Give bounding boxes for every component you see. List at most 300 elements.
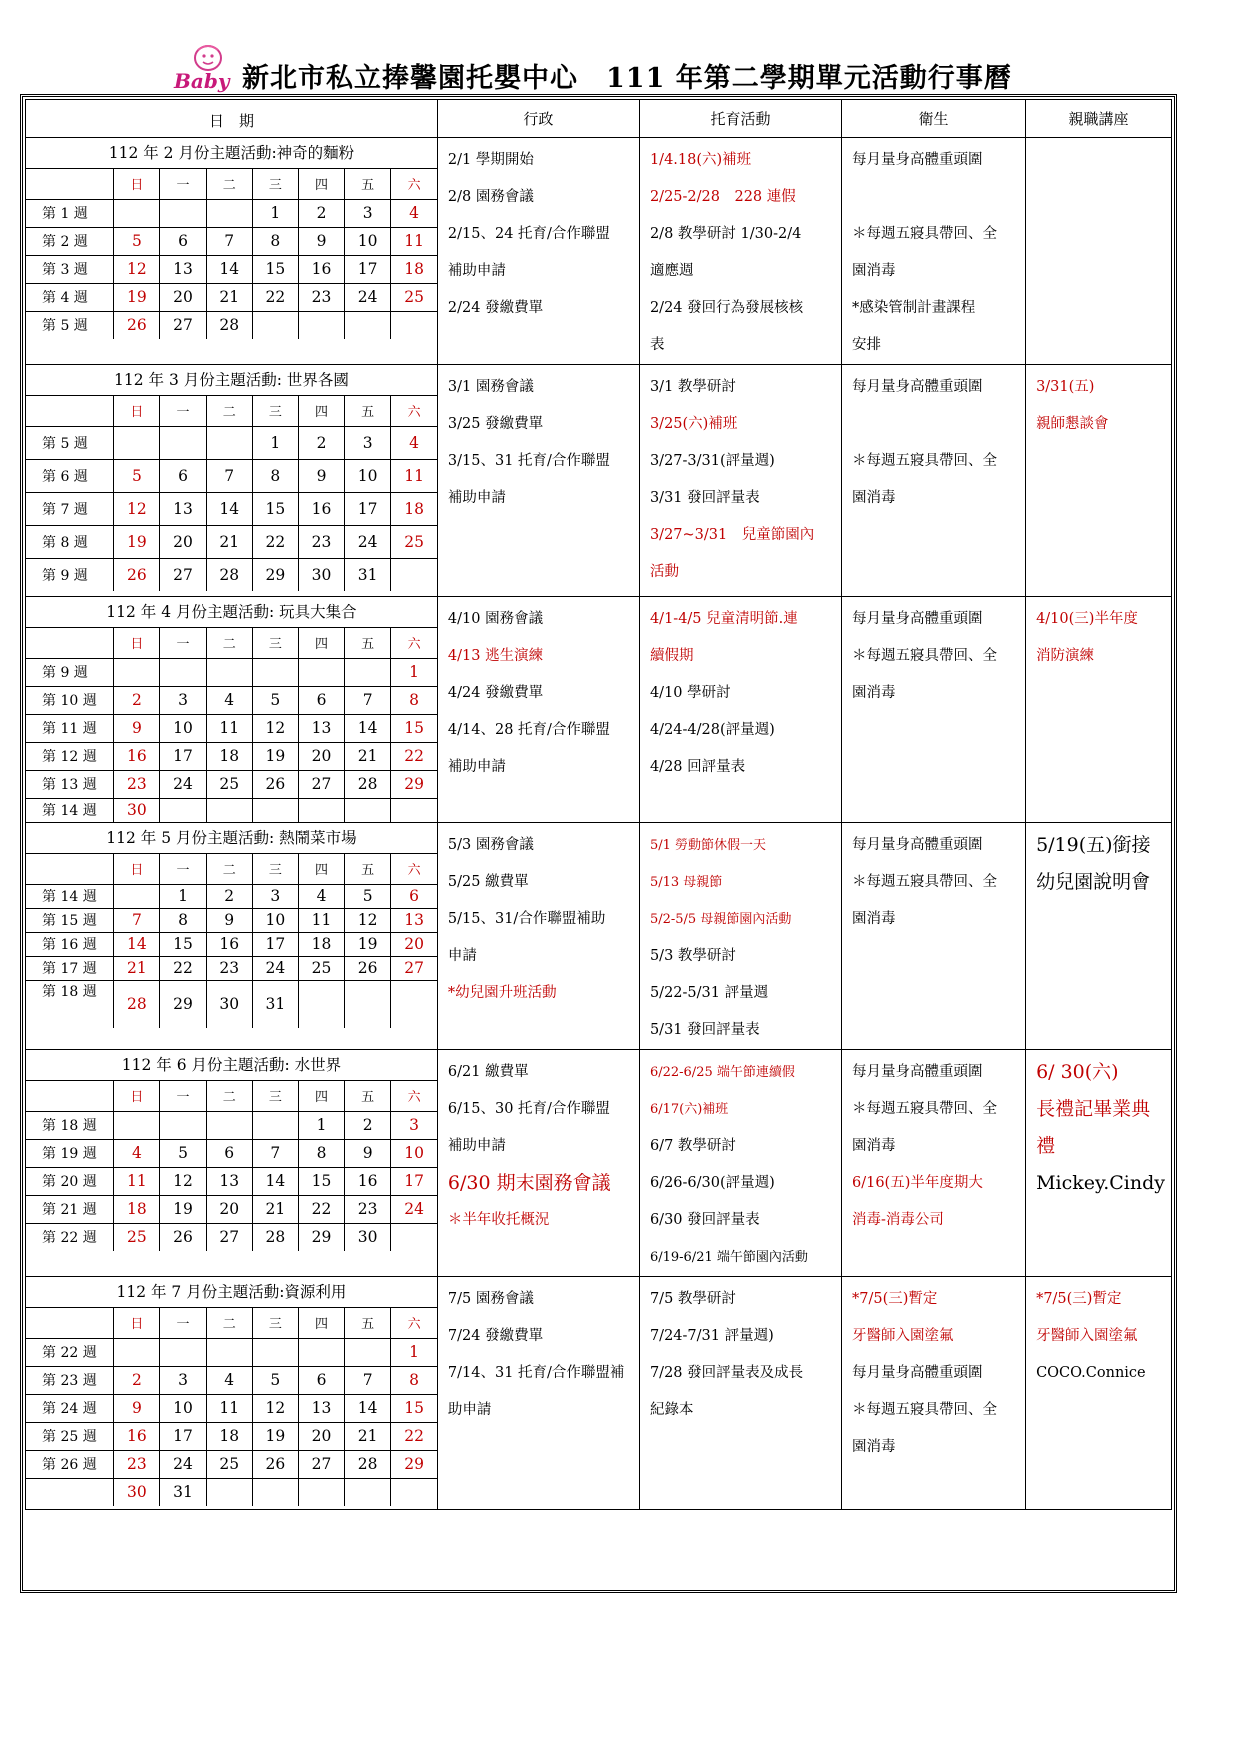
- day-cell: 2: [345, 1111, 391, 1139]
- day-cell: 12: [114, 492, 160, 525]
- weekday-label: 三: [252, 1081, 298, 1111]
- week-row: [26, 1478, 437, 1506]
- week-row: [26, 1338, 437, 1366]
- event-line: 6/30 期末園務會議: [447, 1172, 611, 1194]
- weekday-label: 五: [345, 628, 391, 658]
- week-number: 第 19 週: [26, 1139, 114, 1167]
- day-cell: 17: [252, 932, 298, 956]
- header-date: 日 期: [26, 100, 438, 138]
- day-cell: 14: [206, 255, 252, 283]
- event-line: 每月量身高體重頭圍: [851, 1064, 983, 1080]
- header-care: 托育活動: [639, 100, 841, 138]
- week-number: 第 17 週: [26, 956, 114, 980]
- week-row: [26, 658, 437, 686]
- event-line: 補助申請: [447, 759, 506, 775]
- day-cell: 14: [114, 932, 160, 956]
- day-cell: 26: [345, 956, 391, 980]
- weekday-label: 三: [252, 1308, 298, 1338]
- day-cell: [160, 1338, 206, 1366]
- week-number: 第 22 週: [26, 1338, 114, 1366]
- day-cell: 22: [160, 956, 206, 980]
- day-cell: 18: [206, 742, 252, 770]
- event-line: ＊每週五寢具帶回、全: [851, 1402, 997, 1418]
- day-cell: 23: [114, 1450, 160, 1478]
- day-cell: [160, 1111, 206, 1139]
- week-row: [26, 459, 437, 492]
- parent-lectures: [1026, 597, 1172, 823]
- day-cell: 16: [114, 1422, 160, 1450]
- event-line: 園消毒: [851, 263, 896, 279]
- day-cell: 5: [345, 884, 391, 908]
- event-line: 申請: [447, 948, 477, 964]
- month-row: [26, 365, 1172, 597]
- event-line: 每月量身高體重頭圍: [851, 1365, 983, 1381]
- day-cell: [114, 199, 160, 227]
- day-cell: [345, 1478, 391, 1506]
- day-cell: 21: [252, 1195, 298, 1223]
- week-row: [26, 227, 437, 255]
- admin-events: [437, 597, 639, 823]
- day-cell: 5: [252, 1366, 298, 1394]
- week-row: [26, 1139, 437, 1167]
- day-cell: 2: [298, 199, 344, 227]
- day-cell: 11: [298, 908, 344, 932]
- day-cell: 15: [252, 255, 298, 283]
- day-cell: 14: [206, 492, 252, 525]
- month-row: [26, 1050, 1172, 1277]
- event-line: 3/27-3/31(評量週): [649, 453, 775, 469]
- day-cell: 24: [160, 1450, 206, 1478]
- event-line: ＊每週五寢具帶回、全: [851, 648, 997, 664]
- day-cell: 22: [391, 742, 437, 770]
- week-row: [26, 1422, 437, 1450]
- day-cell: 27: [160, 558, 206, 591]
- event-line: 7/14、31 托育/合作聯盟補: [447, 1365, 625, 1381]
- day-cell: [391, 558, 437, 591]
- week-number: 第 23 週: [26, 1366, 114, 1394]
- day-cell: 23: [206, 956, 252, 980]
- day-cell: 12: [160, 1167, 206, 1195]
- day-cell: [252, 1111, 298, 1139]
- weekday-label: 一: [160, 1081, 206, 1111]
- month-row: [26, 138, 1172, 365]
- week-label-header: [26, 1308, 114, 1338]
- day-cell: [345, 980, 391, 1028]
- week-number: 第 24 週: [26, 1394, 114, 1422]
- day-cell: 24: [345, 525, 391, 558]
- event-line: 4/24 發繳費單: [447, 685, 544, 701]
- week-row: [26, 884, 437, 908]
- event-line: 6/26-6/30(評量週): [649, 1175, 775, 1191]
- day-cell: 7: [345, 686, 391, 714]
- day-cell: [206, 798, 252, 822]
- day-cell: 8: [391, 686, 437, 714]
- day-cell: 27: [206, 1223, 252, 1251]
- day-cell: [206, 426, 252, 459]
- week-row: [26, 1195, 437, 1223]
- day-cell: 27: [160, 311, 206, 339]
- day-cell: 16: [206, 932, 252, 956]
- day-cell: 6: [391, 884, 437, 908]
- week-row: [26, 558, 437, 591]
- week-label-header: [26, 1081, 114, 1111]
- week-row: [26, 742, 437, 770]
- day-cell: 21: [206, 283, 252, 311]
- event-line: 6/19-6/21 端午節園內活動: [649, 1250, 808, 1265]
- event-line: 2/1 學期開始: [447, 152, 534, 168]
- care-activities-list: [640, 823, 841, 1049]
- day-cell: 18: [391, 255, 437, 283]
- event-line: 牙醫師入園塗氟: [1036, 1328, 1138, 1344]
- day-cell: 28: [114, 980, 160, 1028]
- day-cell: 10: [345, 459, 391, 492]
- event-line: 6/16(五)半年度期大: [851, 1175, 983, 1191]
- week-row: [26, 1167, 437, 1195]
- day-cell: 17: [160, 1422, 206, 1450]
- care-activities-list: [640, 1050, 841, 1276]
- week-number: 第 5 週: [26, 426, 114, 459]
- care-activities-list: [640, 597, 841, 786]
- week-number: 第 14 週: [26, 884, 114, 908]
- day-cell: 17: [391, 1167, 437, 1195]
- day-cell: 19: [114, 283, 160, 311]
- day-cell: 13: [298, 1394, 344, 1422]
- health-events: [841, 365, 1025, 597]
- day-cell: [252, 311, 298, 339]
- week-number: 第 9 週: [26, 558, 114, 591]
- day-cell: 22: [298, 1195, 344, 1223]
- weekday-label: 一: [160, 396, 206, 426]
- month-theme-title: 112 年 5 月份主題活動: 熱鬧菜市場: [26, 823, 437, 854]
- health-events: [841, 823, 1025, 1050]
- month-calendar: [26, 823, 438, 1050]
- day-cell: 1: [391, 658, 437, 686]
- week-row: [26, 1450, 437, 1478]
- day-cell: 16: [114, 742, 160, 770]
- event-line: [852, 179, 1015, 216]
- week-number: 第 15 週: [26, 908, 114, 932]
- week-row: [26, 956, 437, 980]
- day-cell: 3: [160, 686, 206, 714]
- event-line: 4/14、28 托育/合作聯盟: [447, 722, 610, 738]
- day-cell: 15: [252, 492, 298, 525]
- day-cell: 14: [345, 1394, 391, 1422]
- health-events: [841, 597, 1025, 823]
- week-number: 第 18 週: [26, 1111, 114, 1139]
- day-cell: 5: [252, 686, 298, 714]
- month-row: [26, 1277, 1172, 1510]
- day-cell: 25: [114, 1223, 160, 1251]
- day-cell: 20: [160, 283, 206, 311]
- week-number: 第 16 週: [26, 932, 114, 956]
- event-line: 3/31 發回評量表: [649, 490, 760, 506]
- weekday-label: 日: [114, 1081, 160, 1111]
- parent-lectures-list: [1026, 1277, 1171, 1392]
- day-cell: 10: [160, 714, 206, 742]
- weekday-label: 一: [160, 628, 206, 658]
- weekday-label: 三: [252, 396, 298, 426]
- day-cell: [298, 798, 344, 822]
- day-cell: 11: [206, 1394, 252, 1422]
- admin-events: [437, 1277, 639, 1510]
- event-line: 2/24 發回行為發展核核: [649, 300, 804, 316]
- day-cell: 6: [160, 459, 206, 492]
- health-events-list: [842, 823, 1025, 938]
- day-cell: 16: [298, 255, 344, 283]
- day-cell: [345, 311, 391, 339]
- event-line: 5/22-5/31 評量週: [649, 985, 769, 1001]
- care-activities-list: [640, 1277, 841, 1429]
- day-cell: [391, 798, 437, 822]
- month-row: [26, 823, 1172, 1050]
- event-line: 3/25 發繳費單: [447, 416, 544, 432]
- day-cell: 20: [160, 525, 206, 558]
- day-cell: 6: [298, 1366, 344, 1394]
- header-row: [26, 100, 1172, 138]
- parent-lectures: [1026, 138, 1172, 365]
- day-cell: [114, 426, 160, 459]
- parent-lectures-list: [1026, 597, 1171, 675]
- baby-logo: [170, 44, 234, 94]
- event-line: [852, 406, 1015, 443]
- day-cell: 22: [252, 283, 298, 311]
- day-cell: 9: [345, 1139, 391, 1167]
- day-cell: [298, 1338, 344, 1366]
- event-line: 紀錄本: [649, 1402, 694, 1418]
- day-cell: 16: [345, 1167, 391, 1195]
- event-line: ＊每週五寢具帶回、全: [851, 453, 997, 469]
- day-cell: 28: [345, 770, 391, 798]
- week-row: [26, 932, 437, 956]
- day-cell: 28: [345, 1450, 391, 1478]
- health-events: [841, 1277, 1025, 1510]
- event-line: 1/4.18(六)補班: [649, 152, 752, 168]
- mini-calendar: [26, 396, 437, 591]
- admin-events: [437, 1050, 639, 1277]
- event-line: 2/24 發繳費單: [447, 300, 544, 316]
- weekday-label: 六: [391, 854, 437, 884]
- day-cell: 5: [114, 227, 160, 255]
- day-cell: 17: [345, 255, 391, 283]
- day-cell: 19: [114, 525, 160, 558]
- week-number: 第 8 週: [26, 525, 114, 558]
- day-cell: [114, 658, 160, 686]
- event-line: 6/30 發回評量表: [649, 1212, 760, 1228]
- day-cell: 6: [298, 686, 344, 714]
- day-cell: 8: [298, 1139, 344, 1167]
- event-line: 5/13 母親節: [649, 875, 723, 890]
- day-cell: 31: [345, 558, 391, 591]
- day-cell: 18: [298, 932, 344, 956]
- weekday-label: 二: [206, 628, 252, 658]
- weekday-label: 六: [391, 628, 437, 658]
- day-cell: [345, 658, 391, 686]
- day-cell: 13: [160, 255, 206, 283]
- week-number: 第 26 週: [26, 1450, 114, 1478]
- day-cell: 19: [252, 1422, 298, 1450]
- weekday-label: 二: [206, 854, 252, 884]
- day-cell: [206, 1478, 252, 1506]
- day-cell: 17: [345, 492, 391, 525]
- health-events-list: [842, 1050, 1025, 1239]
- weekday-label: 四: [298, 169, 344, 199]
- day-cell: 22: [252, 525, 298, 558]
- weekday-label: 五: [345, 1308, 391, 1338]
- day-cell: 28: [252, 1223, 298, 1251]
- day-cell: 15: [298, 1167, 344, 1195]
- care-activities: [639, 1050, 841, 1277]
- weekday-label: 五: [345, 1081, 391, 1111]
- day-cell: 29: [391, 770, 437, 798]
- day-cell: 9: [298, 459, 344, 492]
- event-line: 表: [649, 337, 665, 353]
- day-cell: 30: [114, 798, 160, 822]
- day-cell: 11: [114, 1167, 160, 1195]
- day-cell: 1: [252, 199, 298, 227]
- day-cell: 24: [345, 283, 391, 311]
- day-cell: 14: [252, 1167, 298, 1195]
- event-line: 補助申請: [447, 1138, 506, 1154]
- parent-lectures-list: [1026, 365, 1171, 443]
- event-line: 補助申請: [447, 263, 506, 279]
- day-cell: 10: [160, 1394, 206, 1422]
- day-cell: 9: [114, 714, 160, 742]
- event-line: 7/5 園務會議: [447, 1291, 534, 1307]
- day-cell: 1: [298, 1111, 344, 1139]
- day-cell: 26: [160, 1223, 206, 1251]
- health-events-list: [842, 1277, 1025, 1466]
- weekday-label: 二: [206, 1081, 252, 1111]
- admin-events-list: [438, 1050, 639, 1239]
- event-line: 消毒-消毒公司: [851, 1212, 944, 1228]
- weekday-label: 一: [160, 1308, 206, 1338]
- day-cell: 20: [391, 932, 437, 956]
- event-line: ＊每週五寢具帶回、全: [851, 874, 997, 890]
- day-cell: 27: [391, 956, 437, 980]
- week-label-header: [26, 169, 114, 199]
- day-cell: 14: [345, 714, 391, 742]
- day-cell: 18: [114, 1195, 160, 1223]
- calendar-body: [26, 138, 1172, 1510]
- day-cell: 16: [298, 492, 344, 525]
- day-cell: 28: [206, 558, 252, 591]
- day-cell: 24: [160, 770, 206, 798]
- week-number: 第 22 週: [26, 1223, 114, 1251]
- day-cell: 31: [252, 980, 298, 1028]
- event-line: 3/31(五): [1036, 379, 1095, 395]
- care-activities: [639, 597, 841, 823]
- weekday-label: 二: [206, 396, 252, 426]
- parent-lectures-list: [1026, 138, 1171, 142]
- event-line: 補助申請: [447, 490, 506, 506]
- week-number: 第 5 週: [26, 311, 114, 339]
- day-cell: [206, 199, 252, 227]
- day-cell: 21: [345, 1422, 391, 1450]
- day-cell: 7: [206, 459, 252, 492]
- day-cell: 25: [391, 283, 437, 311]
- event-line: Mickey.Cindy: [1036, 1172, 1165, 1194]
- event-line: *感染管制計畫課程: [851, 300, 976, 316]
- day-cell: 25: [391, 525, 437, 558]
- day-cell: 5: [114, 459, 160, 492]
- care-activities: [639, 138, 841, 365]
- week-row: [26, 980, 437, 1028]
- weekday-header-row: [26, 169, 437, 199]
- day-cell: 1: [391, 1338, 437, 1366]
- day-cell: 2: [114, 1366, 160, 1394]
- event-line: 4/24-4/28(評量週): [649, 722, 775, 738]
- event-line: ＊每週五寢具帶回、全: [851, 1101, 997, 1117]
- event-line: 6/15、30 托育/合作聯盟: [447, 1101, 610, 1117]
- week-row: [26, 311, 437, 339]
- care-activities: [639, 365, 841, 597]
- event-line: *7/5(三)暫定: [851, 1291, 938, 1307]
- day-cell: 10: [391, 1139, 437, 1167]
- day-cell: 23: [298, 283, 344, 311]
- week-row: [26, 492, 437, 525]
- day-cell: 1: [160, 884, 206, 908]
- day-cell: 9: [206, 908, 252, 932]
- event-line: 續假期: [649, 648, 694, 664]
- week-row: [26, 255, 437, 283]
- day-cell: [160, 199, 206, 227]
- event-line: 每月量身高體重頭圍: [851, 837, 983, 853]
- mini-calendar: [26, 1081, 437, 1251]
- weekday-label: 一: [160, 854, 206, 884]
- weekday-label: 六: [391, 1308, 437, 1338]
- admin-events-list: [438, 823, 639, 1012]
- week-number: 第 25 週: [26, 1422, 114, 1450]
- month-calendar: [26, 1050, 438, 1277]
- admin-events-list: [438, 365, 639, 517]
- weekday-label: 六: [391, 169, 437, 199]
- day-cell: 9: [114, 1394, 160, 1422]
- month-theme-title: 112 年 6 月份主題活動: 水世界: [26, 1050, 437, 1081]
- event-line: 7/24-7/31 評量週): [649, 1328, 774, 1344]
- day-cell: 26: [114, 311, 160, 339]
- week-row: [26, 908, 437, 932]
- health-events-list: [842, 597, 1025, 712]
- day-cell: 9: [298, 227, 344, 255]
- event-line: ＊每週五寢具帶回、全: [851, 226, 997, 242]
- event-line: 7/28 發回評量表及成長: [649, 1365, 804, 1381]
- event-line: *幼兒園升班活動: [447, 985, 557, 1001]
- day-cell: 10: [345, 227, 391, 255]
- care-activities: [639, 823, 841, 1050]
- week-number: 第 6 週: [26, 459, 114, 492]
- day-cell: 2: [114, 686, 160, 714]
- day-cell: 30: [206, 980, 252, 1028]
- event-line: 5/31 發回評量表: [649, 1022, 760, 1038]
- event-line: 3/1 園務會議: [447, 379, 534, 395]
- event-line: 4/10 學研討: [649, 685, 731, 701]
- event-line: 助申請: [447, 1402, 492, 1418]
- mini-calendar: [26, 169, 437, 339]
- week-row: [26, 1111, 437, 1139]
- week-row: [26, 426, 437, 459]
- event-line: 4/1-4/5 兒童清明節.連: [649, 611, 798, 627]
- day-cell: 20: [298, 742, 344, 770]
- event-line: 6/ 30(六): [1036, 1061, 1119, 1083]
- day-cell: 31: [160, 1478, 206, 1506]
- day-cell: 29: [298, 1223, 344, 1251]
- day-cell: 26: [252, 1450, 298, 1478]
- day-cell: 15: [391, 714, 437, 742]
- week-number: 第 1 週: [26, 199, 114, 227]
- event-line: 5/3 園務會議: [447, 837, 534, 853]
- day-cell: [114, 884, 160, 908]
- day-cell: 15: [160, 932, 206, 956]
